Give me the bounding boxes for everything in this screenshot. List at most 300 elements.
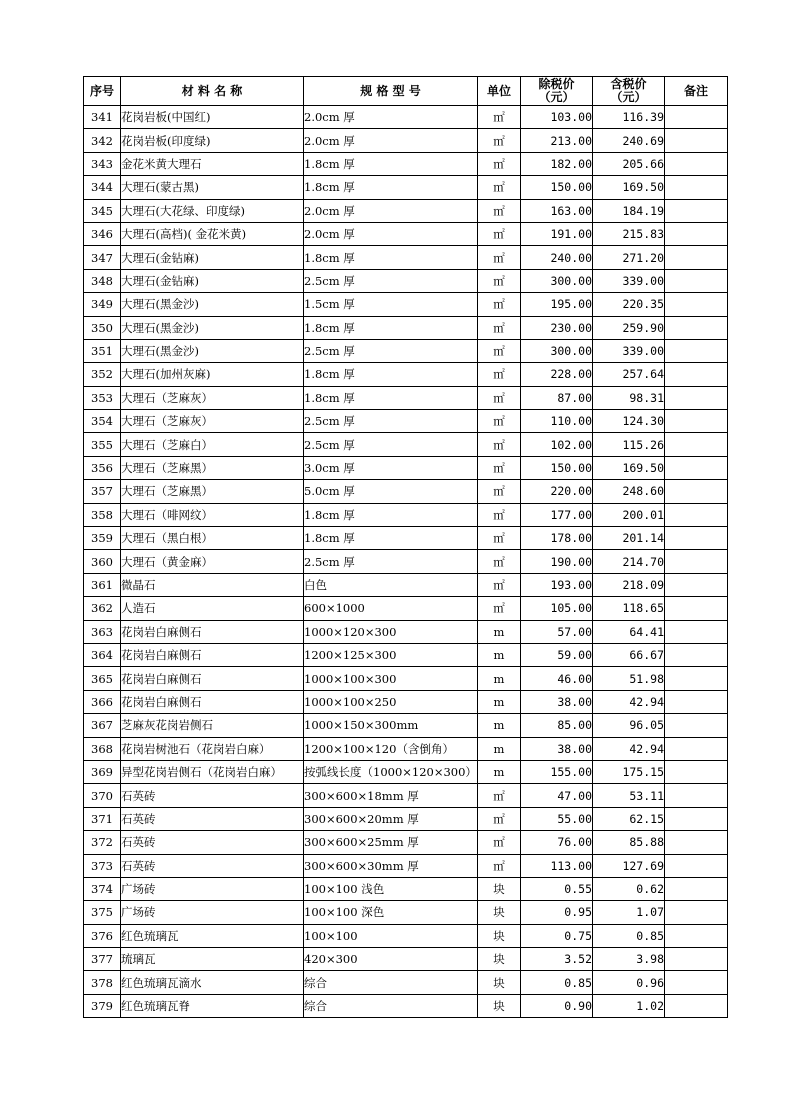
cell-no: 345 bbox=[84, 199, 121, 222]
cell-material-name: 微晶石 bbox=[121, 573, 304, 596]
header-price-inc-tax-line1: 含税价 bbox=[610, 77, 647, 91]
cell-material-name: 石英砖 bbox=[121, 784, 304, 807]
cell-price-ex-tax: 220.00 bbox=[521, 480, 593, 503]
cell-price-ex-tax: 76.00 bbox=[521, 831, 593, 854]
cell-unit: m bbox=[478, 714, 521, 737]
cell-material-name: 花岗岩板(印度绿) bbox=[121, 129, 304, 152]
cell-price-ex-tax: 300.00 bbox=[521, 269, 593, 292]
cell-material-name: 异型花岗岩侧石（花岗岩白麻） bbox=[121, 760, 304, 783]
cell-unit: 块 bbox=[478, 924, 521, 947]
cell-material-name: 花岗岩白麻侧石 bbox=[121, 690, 304, 713]
cell-note bbox=[665, 784, 728, 807]
table-row bbox=[84, 527, 728, 550]
cell-no: 360 bbox=[84, 550, 121, 573]
cell-material-name: 大理石(大花绿、印度绿) bbox=[121, 199, 304, 222]
table-header-row bbox=[84, 77, 728, 106]
cell-material-name: 广场砖 bbox=[121, 901, 304, 924]
table-row bbox=[84, 550, 728, 573]
cell-material-name: 花岗岩白麻侧石 bbox=[121, 667, 304, 690]
cell-spec: 2.5cm 厚 bbox=[304, 550, 478, 573]
cell-price-inc-tax: 200.01 bbox=[593, 503, 665, 526]
table-row bbox=[84, 410, 728, 433]
cell-note bbox=[665, 854, 728, 877]
cell-price-inc-tax: 220.35 bbox=[593, 293, 665, 316]
cell-price-inc-tax: 42.94 bbox=[593, 737, 665, 760]
cell-no: 363 bbox=[84, 620, 121, 643]
table-row bbox=[84, 714, 728, 737]
cell-material-name: 石英砖 bbox=[121, 807, 304, 830]
cell-price-inc-tax: 62.15 bbox=[593, 807, 665, 830]
cell-price-ex-tax: 191.00 bbox=[521, 222, 593, 245]
cell-spec: 1200×125×300 bbox=[304, 643, 478, 666]
table-row bbox=[84, 246, 728, 269]
cell-unit: ㎡ bbox=[478, 293, 521, 316]
cell-price-ex-tax: 155.00 bbox=[521, 760, 593, 783]
cell-price-ex-tax: 103.00 bbox=[521, 106, 593, 129]
cell-note bbox=[665, 948, 728, 971]
cell-material-name: 红色琉璃瓦脊 bbox=[121, 994, 304, 1017]
cell-note bbox=[665, 386, 728, 409]
cell-spec: 5.0cm 厚 bbox=[304, 480, 478, 503]
cell-spec: 1000×120×300 bbox=[304, 620, 478, 643]
table-row bbox=[84, 176, 728, 199]
cell-spec: 1000×100×300 bbox=[304, 667, 478, 690]
cell-price-inc-tax: 169.50 bbox=[593, 176, 665, 199]
cell-no: 353 bbox=[84, 386, 121, 409]
cell-unit: ㎡ bbox=[478, 480, 521, 503]
cell-note bbox=[665, 246, 728, 269]
cell-material-name: 人造石 bbox=[121, 597, 304, 620]
cell-price-inc-tax: 98.31 bbox=[593, 386, 665, 409]
cell-no: 370 bbox=[84, 784, 121, 807]
cell-note bbox=[665, 714, 728, 737]
cell-no: 368 bbox=[84, 737, 121, 760]
cell-no: 352 bbox=[84, 363, 121, 386]
cell-material-name: 大理石(金钻麻) bbox=[121, 269, 304, 292]
cell-spec: 2.5cm 厚 bbox=[304, 433, 478, 456]
cell-price-inc-tax: 175.15 bbox=[593, 760, 665, 783]
cell-note bbox=[665, 924, 728, 947]
cell-price-inc-tax: 1.02 bbox=[593, 994, 665, 1017]
cell-material-name: 大理石（芝麻灰） bbox=[121, 410, 304, 433]
cell-price-inc-tax: 339.00 bbox=[593, 339, 665, 362]
cell-price-inc-tax: 115.26 bbox=[593, 433, 665, 456]
table-row bbox=[84, 363, 728, 386]
cell-no: 372 bbox=[84, 831, 121, 854]
cell-material-name: 大理石（芝麻黑） bbox=[121, 456, 304, 479]
cell-material-name: 大理石（黄金麻） bbox=[121, 550, 304, 573]
cell-unit: ㎡ bbox=[478, 784, 521, 807]
cell-material-name: 金花米黄大理石 bbox=[121, 152, 304, 175]
table-row bbox=[84, 620, 728, 643]
cell-unit: ㎡ bbox=[478, 831, 521, 854]
cell-unit: m bbox=[478, 643, 521, 666]
cell-price-ex-tax: 0.75 bbox=[521, 924, 593, 947]
cell-note bbox=[665, 176, 728, 199]
cell-note bbox=[665, 807, 728, 830]
cell-unit: ㎡ bbox=[478, 269, 521, 292]
cell-price-ex-tax: 105.00 bbox=[521, 597, 593, 620]
cell-no: 344 bbox=[84, 176, 121, 199]
cell-spec: 综合 bbox=[304, 971, 478, 994]
cell-price-ex-tax: 230.00 bbox=[521, 316, 593, 339]
cell-price-ex-tax: 163.00 bbox=[521, 199, 593, 222]
cell-unit: 块 bbox=[478, 994, 521, 1017]
cell-price-inc-tax: 215.83 bbox=[593, 222, 665, 245]
cell-price-ex-tax: 182.00 bbox=[521, 152, 593, 175]
cell-unit: ㎡ bbox=[478, 503, 521, 526]
table-row bbox=[84, 152, 728, 175]
cell-price-inc-tax: 96.05 bbox=[593, 714, 665, 737]
table-row bbox=[84, 222, 728, 245]
cell-unit: 块 bbox=[478, 877, 521, 900]
cell-spec: 3.0cm 厚 bbox=[304, 456, 478, 479]
cell-price-inc-tax: 240.69 bbox=[593, 129, 665, 152]
table-row bbox=[84, 971, 728, 994]
cell-no: 356 bbox=[84, 456, 121, 479]
cell-price-ex-tax: 47.00 bbox=[521, 784, 593, 807]
cell-price-inc-tax: 201.14 bbox=[593, 527, 665, 550]
cell-spec: 2.5cm 厚 bbox=[304, 269, 478, 292]
cell-price-ex-tax: 193.00 bbox=[521, 573, 593, 596]
cell-price-inc-tax: 116.39 bbox=[593, 106, 665, 129]
header-name: 材 料 名 称 bbox=[121, 77, 304, 106]
cell-spec: 白色 bbox=[304, 573, 478, 596]
cell-note bbox=[665, 480, 728, 503]
cell-price-inc-tax: 339.00 bbox=[593, 269, 665, 292]
cell-price-ex-tax: 113.00 bbox=[521, 854, 593, 877]
cell-unit: ㎡ bbox=[478, 152, 521, 175]
cell-price-ex-tax: 55.00 bbox=[521, 807, 593, 830]
cell-unit: m bbox=[478, 760, 521, 783]
cell-material-name: 花岗岩白麻侧石 bbox=[121, 643, 304, 666]
cell-price-inc-tax: 3.98 bbox=[593, 948, 665, 971]
cell-spec: 1.8cm 厚 bbox=[304, 527, 478, 550]
header-note: 备注 bbox=[665, 77, 728, 106]
cell-unit: 块 bbox=[478, 901, 521, 924]
cell-spec: 2.0cm 厚 bbox=[304, 129, 478, 152]
cell-spec: 1200×100×120（含倒角） bbox=[304, 737, 478, 760]
cell-material-name: 广场砖 bbox=[121, 877, 304, 900]
cell-price-ex-tax: 240.00 bbox=[521, 246, 593, 269]
cell-price-inc-tax: 271.20 bbox=[593, 246, 665, 269]
cell-price-ex-tax: 110.00 bbox=[521, 410, 593, 433]
cell-no: 355 bbox=[84, 433, 121, 456]
cell-price-inc-tax: 248.60 bbox=[593, 480, 665, 503]
cell-price-ex-tax: 178.00 bbox=[521, 527, 593, 550]
table-row bbox=[84, 831, 728, 854]
cell-no: 378 bbox=[84, 971, 121, 994]
cell-material-name: 大理石(黑金沙) bbox=[121, 339, 304, 362]
header-unit: 单位 bbox=[478, 77, 521, 106]
cell-note bbox=[665, 293, 728, 316]
cell-price-inc-tax: 42.94 bbox=[593, 690, 665, 713]
cell-no: 374 bbox=[84, 877, 121, 900]
cell-spec: 100×100 浅色 bbox=[304, 877, 478, 900]
cell-price-ex-tax: 3.52 bbox=[521, 948, 593, 971]
table-row bbox=[84, 269, 728, 292]
cell-price-inc-tax: 259.90 bbox=[593, 316, 665, 339]
cell-note bbox=[665, 994, 728, 1017]
cell-material-name: 大理石（芝麻黑） bbox=[121, 480, 304, 503]
cell-unit: m bbox=[478, 690, 521, 713]
cell-material-name: 红色琉璃瓦 bbox=[121, 924, 304, 947]
cell-spec: 100×100 深色 bbox=[304, 901, 478, 924]
cell-unit: ㎡ bbox=[478, 176, 521, 199]
cell-unit: ㎡ bbox=[478, 456, 521, 479]
cell-note bbox=[665, 106, 728, 129]
cell-note bbox=[665, 503, 728, 526]
cell-note bbox=[665, 222, 728, 245]
cell-unit: ㎡ bbox=[478, 222, 521, 245]
header-price-ex-tax-line1: 除税价 bbox=[538, 77, 575, 91]
cell-price-inc-tax: 0.62 bbox=[593, 877, 665, 900]
table-row bbox=[84, 854, 728, 877]
table-row bbox=[84, 948, 728, 971]
cell-note bbox=[665, 760, 728, 783]
cell-no: 361 bbox=[84, 573, 121, 596]
cell-note bbox=[665, 643, 728, 666]
cell-no: 350 bbox=[84, 316, 121, 339]
cell-price-inc-tax: 66.67 bbox=[593, 643, 665, 666]
table-row bbox=[84, 643, 728, 666]
cell-material-name: 花岗岩树池石（花岗岩白麻） bbox=[121, 737, 304, 760]
table-row bbox=[84, 690, 728, 713]
cell-unit: ㎡ bbox=[478, 807, 521, 830]
cell-spec: 100×100 bbox=[304, 924, 478, 947]
table-row bbox=[84, 784, 728, 807]
cell-unit: ㎡ bbox=[478, 433, 521, 456]
cell-spec: 按弧线长度（1000×120×300） bbox=[304, 760, 478, 783]
cell-material-name: 大理石（啡网纹） bbox=[121, 503, 304, 526]
cell-spec: 1.8cm 厚 bbox=[304, 363, 478, 386]
table-body bbox=[84, 106, 728, 1018]
cell-spec: 600×1000 bbox=[304, 597, 478, 620]
cell-no: 369 bbox=[84, 760, 121, 783]
cell-spec: 420×300 bbox=[304, 948, 478, 971]
table-row bbox=[84, 339, 728, 362]
cell-unit: m bbox=[478, 737, 521, 760]
cell-price-ex-tax: 0.85 bbox=[521, 971, 593, 994]
cell-spec: 1.8cm 厚 bbox=[304, 246, 478, 269]
cell-note bbox=[665, 199, 728, 222]
cell-price-ex-tax: 213.00 bbox=[521, 129, 593, 152]
cell-unit: m bbox=[478, 667, 521, 690]
cell-unit: 块 bbox=[478, 971, 521, 994]
cell-no: 364 bbox=[84, 643, 121, 666]
cell-note bbox=[665, 877, 728, 900]
cell-note bbox=[665, 433, 728, 456]
cell-material-name: 芝麻灰花岗岩侧石 bbox=[121, 714, 304, 737]
material-price-table bbox=[83, 76, 728, 1018]
cell-price-ex-tax: 228.00 bbox=[521, 363, 593, 386]
cell-spec: 2.5cm 厚 bbox=[304, 410, 478, 433]
cell-no: 365 bbox=[84, 667, 121, 690]
cell-spec: 2.0cm 厚 bbox=[304, 222, 478, 245]
cell-unit: ㎡ bbox=[478, 339, 521, 362]
cell-spec: 1.8cm 厚 bbox=[304, 152, 478, 175]
cell-material-name: 大理石(蒙古黑) bbox=[121, 176, 304, 199]
table-row bbox=[84, 480, 728, 503]
cell-material-name: 大理石（黑白根） bbox=[121, 527, 304, 550]
table-row bbox=[84, 994, 728, 1017]
cell-material-name: 大理石（芝麻白） bbox=[121, 433, 304, 456]
cell-note bbox=[665, 690, 728, 713]
cell-note bbox=[665, 901, 728, 924]
cell-price-inc-tax: 53.11 bbox=[593, 784, 665, 807]
cell-no: 377 bbox=[84, 948, 121, 971]
table-row bbox=[84, 901, 728, 924]
cell-note bbox=[665, 152, 728, 175]
cell-note bbox=[665, 269, 728, 292]
cell-material-name: 琉璃瓦 bbox=[121, 948, 304, 971]
cell-material-name: 大理石(高档)( 金花米黄) bbox=[121, 222, 304, 245]
table-row bbox=[84, 316, 728, 339]
cell-price-inc-tax: 51.98 bbox=[593, 667, 665, 690]
cell-no: 371 bbox=[84, 807, 121, 830]
cell-price-inc-tax: 0.85 bbox=[593, 924, 665, 947]
cell-no: 359 bbox=[84, 527, 121, 550]
cell-note bbox=[665, 316, 728, 339]
cell-no: 349 bbox=[84, 293, 121, 316]
table-row bbox=[84, 386, 728, 409]
cell-unit: ㎡ bbox=[478, 246, 521, 269]
cell-price-ex-tax: 150.00 bbox=[521, 176, 593, 199]
cell-spec: 综合 bbox=[304, 994, 478, 1017]
cell-no: 376 bbox=[84, 924, 121, 947]
cell-no: 373 bbox=[84, 854, 121, 877]
cell-material-name: 红色琉璃瓦滴水 bbox=[121, 971, 304, 994]
cell-note bbox=[665, 667, 728, 690]
cell-price-ex-tax: 102.00 bbox=[521, 433, 593, 456]
cell-spec: 300×600×25mm 厚 bbox=[304, 831, 478, 854]
cell-price-inc-tax: 85.88 bbox=[593, 831, 665, 854]
cell-price-inc-tax: 184.19 bbox=[593, 199, 665, 222]
cell-spec: 1.8cm 厚 bbox=[304, 386, 478, 409]
table-row bbox=[84, 760, 728, 783]
cell-material-name: 石英砖 bbox=[121, 854, 304, 877]
cell-spec: 1.8cm 厚 bbox=[304, 503, 478, 526]
cell-spec: 1.8cm 厚 bbox=[304, 176, 478, 199]
cell-material-name: 大理石(加州灰麻) bbox=[121, 363, 304, 386]
cell-unit: m bbox=[478, 620, 521, 643]
table-row bbox=[84, 877, 728, 900]
cell-spec: 1000×150×300mm bbox=[304, 714, 478, 737]
cell-unit: ㎡ bbox=[478, 573, 521, 596]
table-row bbox=[84, 667, 728, 690]
cell-unit: ㎡ bbox=[478, 106, 521, 129]
cell-material-name: 花岗岩白麻侧石 bbox=[121, 620, 304, 643]
cell-spec: 2.0cm 厚 bbox=[304, 106, 478, 129]
cell-price-ex-tax: 38.00 bbox=[521, 737, 593, 760]
cell-note bbox=[665, 363, 728, 386]
cell-note bbox=[665, 573, 728, 596]
cell-price-inc-tax: 214.70 bbox=[593, 550, 665, 573]
cell-note bbox=[665, 831, 728, 854]
cell-price-ex-tax: 57.00 bbox=[521, 620, 593, 643]
cell-spec: 1.5cm 厚 bbox=[304, 293, 478, 316]
cell-note bbox=[665, 597, 728, 620]
cell-unit: ㎡ bbox=[478, 386, 521, 409]
cell-price-ex-tax: 0.95 bbox=[521, 901, 593, 924]
cell-no: 366 bbox=[84, 690, 121, 713]
cell-no: 354 bbox=[84, 410, 121, 433]
cell-unit: 块 bbox=[478, 948, 521, 971]
cell-spec: 1.8cm 厚 bbox=[304, 316, 478, 339]
cell-spec: 1000×100×250 bbox=[304, 690, 478, 713]
cell-material-name: 石英砖 bbox=[121, 831, 304, 854]
cell-unit: ㎡ bbox=[478, 597, 521, 620]
cell-price-inc-tax: 205.66 bbox=[593, 152, 665, 175]
cell-note bbox=[665, 737, 728, 760]
cell-no: 343 bbox=[84, 152, 121, 175]
cell-price-inc-tax: 169.50 bbox=[593, 456, 665, 479]
header-no: 序号 bbox=[84, 77, 121, 106]
cell-material-name: 花岗岩板(中国红) bbox=[121, 106, 304, 129]
cell-spec: 300×600×30mm 厚 bbox=[304, 854, 478, 877]
cell-material-name: 大理石(金钻麻) bbox=[121, 246, 304, 269]
cell-price-inc-tax: 64.41 bbox=[593, 620, 665, 643]
cell-material-name: 大理石（芝麻灰） bbox=[121, 386, 304, 409]
cell-price-ex-tax: 177.00 bbox=[521, 503, 593, 526]
header-price-ex-tax bbox=[521, 77, 593, 106]
header-price-inc-tax-line2: （元） bbox=[610, 90, 647, 104]
table-row bbox=[84, 293, 728, 316]
cell-note bbox=[665, 410, 728, 433]
table-row bbox=[84, 129, 728, 152]
cell-material-name: 大理石(黑金沙) bbox=[121, 293, 304, 316]
cell-unit: ㎡ bbox=[478, 199, 521, 222]
cell-price-inc-tax: 257.64 bbox=[593, 363, 665, 386]
table-row bbox=[84, 199, 728, 222]
table-row bbox=[84, 573, 728, 596]
cell-unit: ㎡ bbox=[478, 527, 521, 550]
table-row bbox=[84, 737, 728, 760]
cell-no: 341 bbox=[84, 106, 121, 129]
cell-spec: 2.5cm 厚 bbox=[304, 339, 478, 362]
cell-price-ex-tax: 150.00 bbox=[521, 456, 593, 479]
table-row bbox=[84, 597, 728, 620]
header-price-inc-tax bbox=[593, 77, 665, 106]
cell-price-ex-tax: 59.00 bbox=[521, 643, 593, 666]
cell-price-inc-tax: 218.09 bbox=[593, 573, 665, 596]
cell-price-ex-tax: 190.00 bbox=[521, 550, 593, 573]
cell-no: 351 bbox=[84, 339, 121, 362]
cell-price-inc-tax: 1.07 bbox=[593, 901, 665, 924]
table-row bbox=[84, 924, 728, 947]
cell-price-inc-tax: 118.65 bbox=[593, 597, 665, 620]
cell-note bbox=[665, 129, 728, 152]
table-row bbox=[84, 456, 728, 479]
cell-no: 375 bbox=[84, 901, 121, 924]
cell-price-ex-tax: 46.00 bbox=[521, 667, 593, 690]
cell-note bbox=[665, 339, 728, 362]
cell-price-ex-tax: 87.00 bbox=[521, 386, 593, 409]
table-row bbox=[84, 807, 728, 830]
cell-price-ex-tax: 85.00 bbox=[521, 714, 593, 737]
cell-note bbox=[665, 620, 728, 643]
cell-note bbox=[665, 527, 728, 550]
cell-spec: 300×600×18mm 厚 bbox=[304, 784, 478, 807]
header-spec: 规 格 型 号 bbox=[304, 77, 478, 106]
cell-spec: 2.0cm 厚 bbox=[304, 199, 478, 222]
cell-price-ex-tax: 0.55 bbox=[521, 877, 593, 900]
cell-unit: ㎡ bbox=[478, 550, 521, 573]
cell-price-ex-tax: 0.90 bbox=[521, 994, 593, 1017]
cell-note bbox=[665, 971, 728, 994]
cell-no: 367 bbox=[84, 714, 121, 737]
table-row bbox=[84, 433, 728, 456]
